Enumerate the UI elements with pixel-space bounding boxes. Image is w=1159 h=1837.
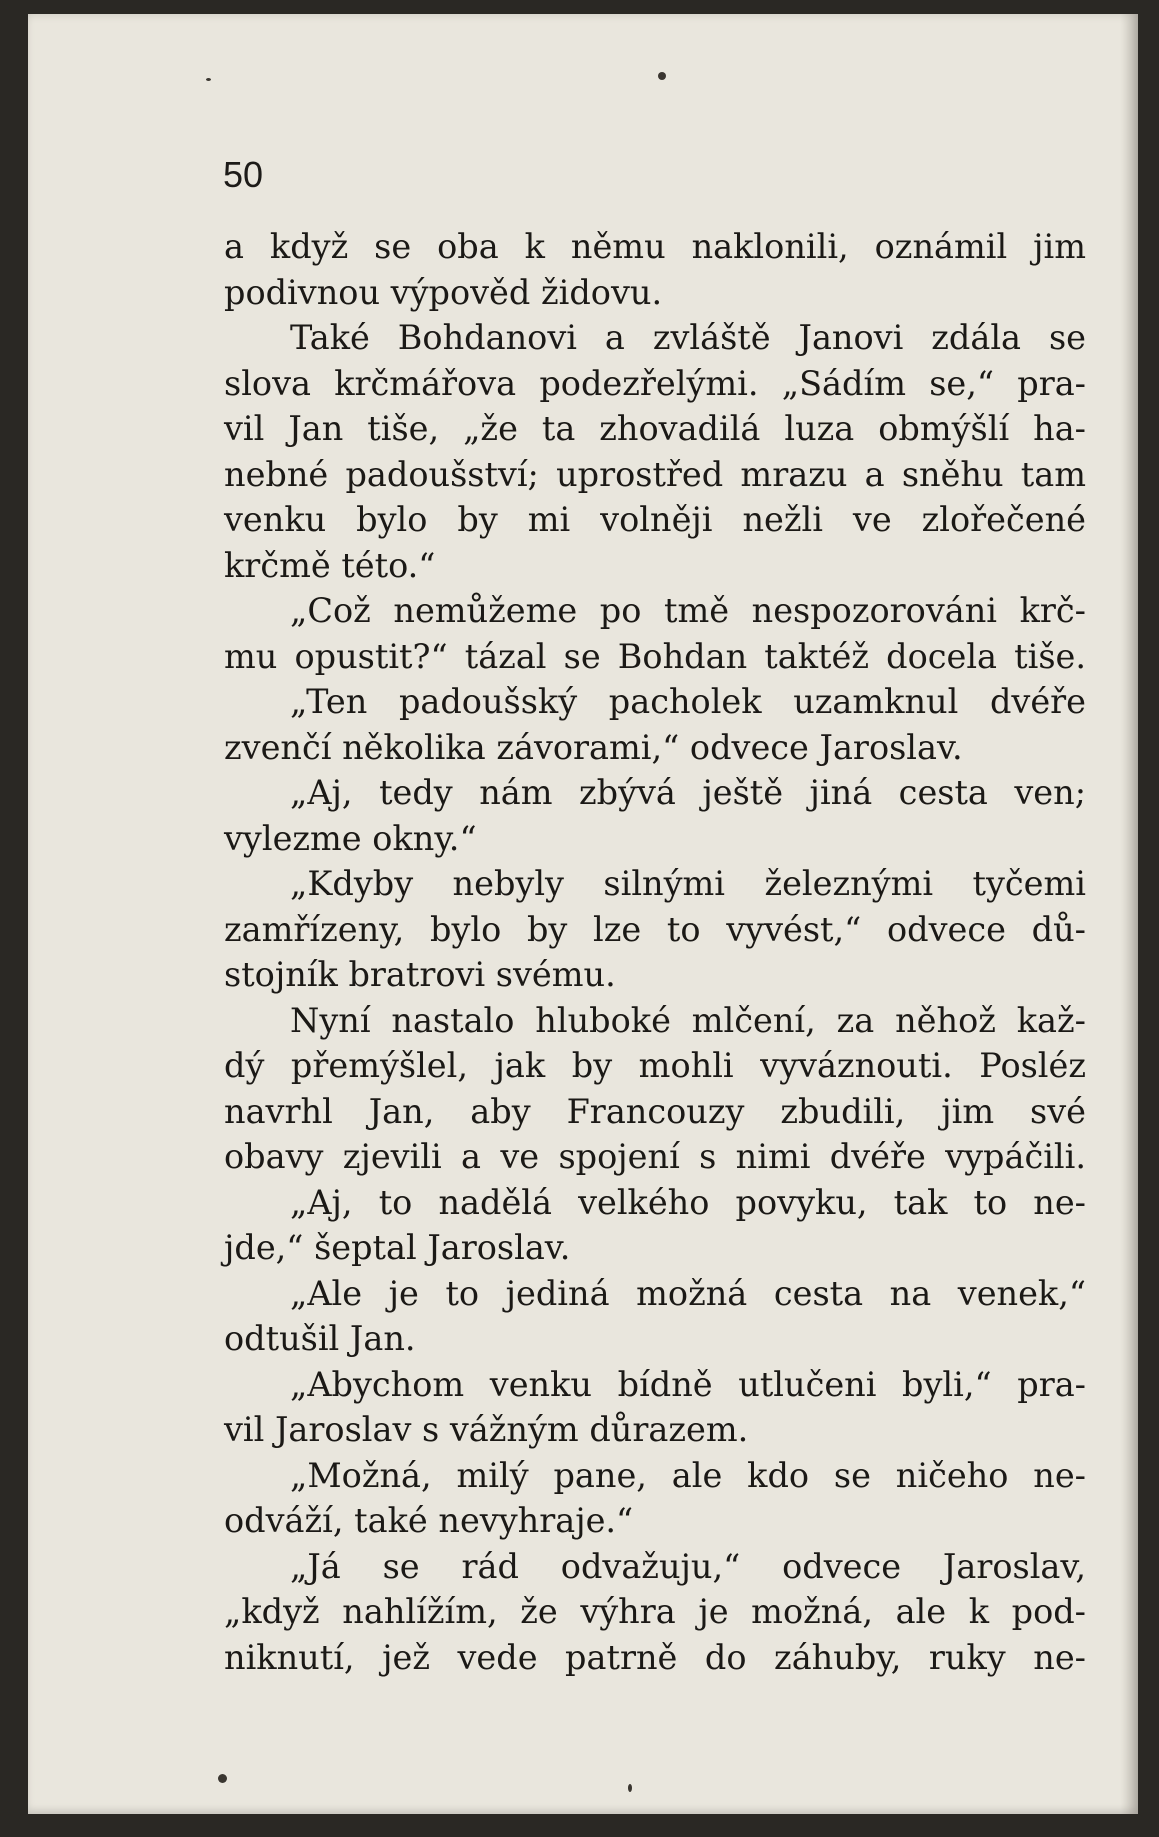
page-edge-shadow xyxy=(1120,14,1138,1814)
text-line: „Možná, milý pane, ale kdo se ničeho ne- xyxy=(290,1455,1086,1495)
text-line: „Aj, to nadělá velkého povyku, tak to ne- xyxy=(290,1182,1086,1222)
text-line: nebné padoušství; uprostřed mrazu a sněhu tam xyxy=(224,454,1086,494)
text-line: navrhl Jan, aby Francouzy zbudili, jim své xyxy=(224,1091,1086,1131)
text-line: „Já se rád odvažuju,“ odvece Jaroslav, xyxy=(290,1546,1086,1586)
text-line: krčmě této.“ xyxy=(224,545,436,585)
text-line: dý přemýšlel, jak by mohli vyváznouti. Posléz xyxy=(224,1046,1086,1085)
text-line: „Kdyby nebyly silnými železnými tyčemi xyxy=(290,864,1086,903)
text-line: mu opustit?“ tázal se Bohdan taktéž docela tiše. xyxy=(224,636,1086,676)
text-line: jde,“ šeptal Jaroslav. xyxy=(224,1228,571,1267)
ink-speck xyxy=(206,78,211,81)
text-line: vil Jaroslav s vážným důrazem. xyxy=(224,1410,749,1449)
text-line: obavy zjevili a ve spojení s nimi dvéře vypáčili. xyxy=(224,1137,1086,1176)
text-line: vil Jan tiše, „že ta zhovadilá luza obmýšlí ha- xyxy=(224,409,1086,448)
text-line: „Abychom venku bídně utlučeni byli,“ pra- xyxy=(290,1364,1086,1404)
text-line: slova krčmářova podezřelými. „Sádím se,“ pra- xyxy=(224,363,1086,403)
text-line: stojník bratrovi svému. xyxy=(224,955,616,994)
text-line: „Což nemůžeme po tmě nespozorováni krč- xyxy=(290,591,1086,630)
text-line: odváží, také nevyhraje.“ xyxy=(224,1501,634,1540)
text-line: Nyní nastalo hluboké mlčení, za něhož kaž- xyxy=(290,1000,1086,1040)
text-line: „Aj, tedy nám zbývá ještě jiná cesta ven; xyxy=(290,773,1086,812)
text-line: niknutí, jež vede patrně do záhuby, ruky ne- xyxy=(224,1637,1086,1677)
text-line: vylezme okny.“ xyxy=(224,818,477,858)
text-line: „Ale je to jediná možná cesta na venek,“ xyxy=(290,1273,1086,1313)
text-line: zamřízeny, bylo by lze to vyvést,“ odvece dů- xyxy=(224,909,1086,949)
page-number: 50 xyxy=(223,154,264,195)
text-line: odtušil Jan. xyxy=(224,1319,416,1358)
text-line: podivnou výpověd židovu. xyxy=(224,272,663,312)
ink-speck xyxy=(658,72,666,80)
body-text xyxy=(224,224,1086,1680)
book-page xyxy=(28,14,1138,1814)
text-line: Také Bohdanovi a zvláště Janovi zdála se xyxy=(290,318,1086,357)
ink-speck xyxy=(218,1774,227,1783)
text-line: „Ten padoušský pacholek uzamknul dvéře xyxy=(290,682,1086,721)
text-line: zvenčí několika závorami,“ odvece Jaroslav. xyxy=(224,727,963,767)
text-line: a když se oba k němu naklonili, oznámil jim xyxy=(224,227,1086,266)
ink-speck xyxy=(628,1784,632,1792)
text-line: venku bylo by mi volněji nežli ve zlořečené xyxy=(224,500,1086,539)
text-line: „když nahlížím, že výhra je možná, ale k pod- xyxy=(224,1592,1086,1631)
